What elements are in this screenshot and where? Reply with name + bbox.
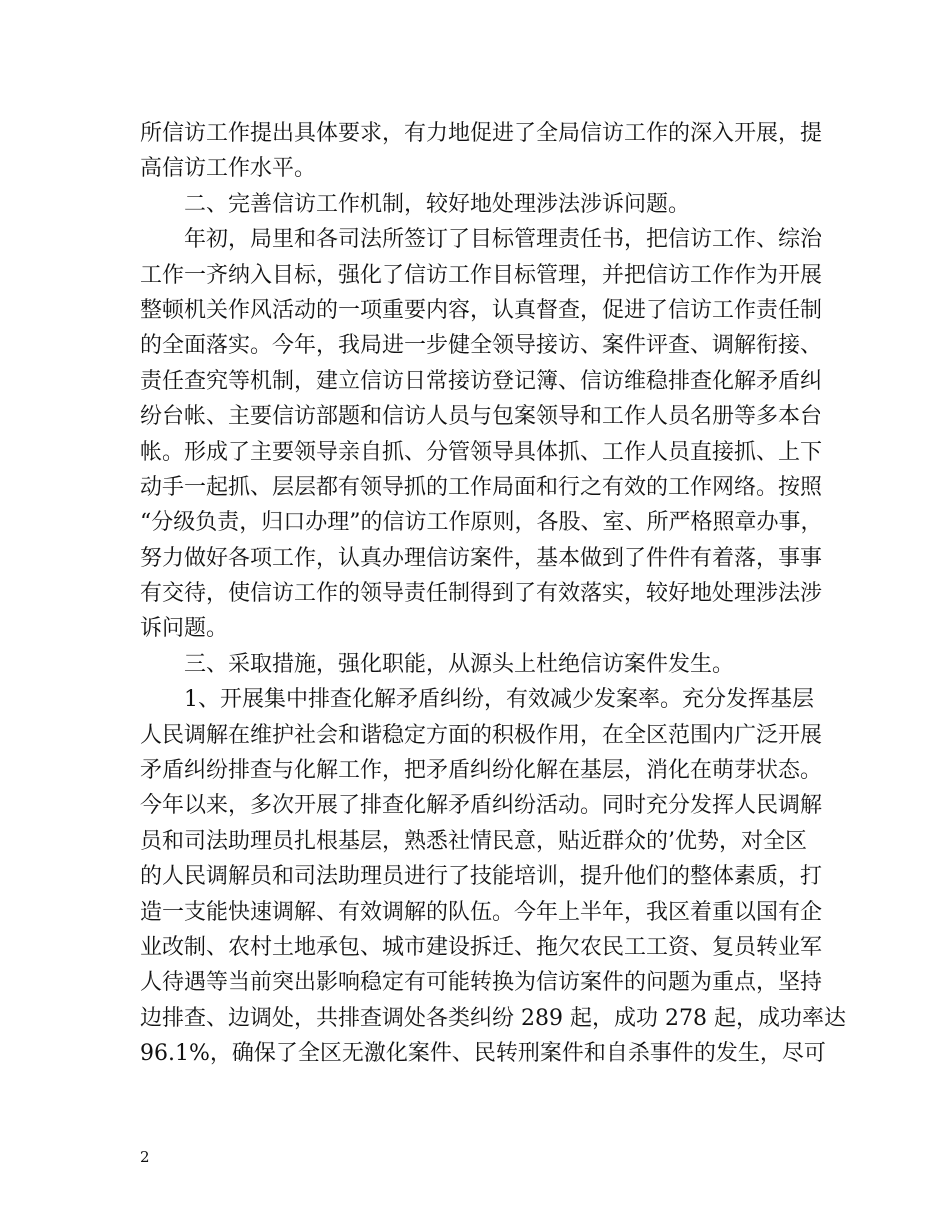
text-line: 矛盾纠纷排查与化解工作，把矛盾纠纷化解在基层，消化在萌芽状态。 [140,758,823,784]
text-line: 帐。形成了主要领导亲自抓、分管领导具体抓、工作人员直接抓、上下 [140,439,823,465]
text-line: 的人民调解员和司法助理员进行了技能培训，提升他们的整体素质，打 [140,864,823,890]
text-line: 动手一起抓、层层都有领导抓的工作局面和行之有效的工作网络。按照 [140,474,823,500]
text-line: 责任查究等机制，建立信访日常接访登记簿、信访维稳排查化解矛盾纠 [140,368,823,394]
text-line: 诉问题。 [140,616,229,642]
text-line: 工作一齐纳入目标，强化了信访工作目标管理，并把信访工作作为开展 [140,262,823,288]
text-line: 努力做好各项工作，认真办理信访案件，基本做到了件件有着落，事事 [140,545,823,571]
text-line: “分级负责，归口办理”的信访工作原则，各股、室、所严格照章办事， [140,510,823,536]
section-heading: 三、采取措施，强化职能，从源头上杜绝信访案件发生。 [184,651,735,677]
paragraph-start: 年初，局里和各司法所签订了目标管理责任书，把信访工作、综治 [184,227,823,253]
text-line: 边排查、边调处，共排查调处各类纠纷 289 起，成功 278 起，成功率达 [140,1005,846,1031]
text-line: 所信访工作提出具体要求，有力地促进了全局信访工作的深入开展，提 [140,121,823,146]
body-text [140,116,846,1072]
text-line: 整顿机关作风活动的一项重要内容，认真督查，促进了信访工作责任制 [140,297,823,323]
page-number: 2 [140,1148,150,1166]
text-line: 高信访工作水平。 [140,156,317,182]
text-line: 造一支能快速调解、有效调解的队伍。今年上半年，我区着重以国有企 [140,899,823,925]
text-line: 有交待，使信访工作的领导责任制得到了有效落实，较好地处理涉法涉 [140,581,823,607]
text-line: 员和司法助理员扎根基层，熟悉社情民意，贴近群众的’优势，对全区 [140,828,807,854]
paragraph-start: 1、开展集中排查化解矛盾纠纷，有效减少发案率。充分发挥基层 [184,687,814,713]
text-line: 纷台帐、主要信访部题和信访人员与包案领导和工作人员名册等多本台 [140,404,823,430]
section-heading: 二、完善信访工作机制，较好地处理涉法涉诉问题。 [184,191,691,217]
text-line: 人待遇等当前突出影响稳定有可能转换为信访案件的问题为重点，坚持 [140,970,823,996]
text-line: 96.1%，确保了全区无激化案件、民转刑案件和自杀事件的发生，尽可 [140,1041,826,1067]
text-line: 今年以来，多次开展了排查化解矛盾纠纷活动。同时充分发挥人民调解 [140,793,823,819]
text-line: 人民调解在维护社会和谐稳定方面的积极作用，在全区范围内广泛开展 [140,722,823,748]
text-line: 业改制、农村土地承包、城市建设拆迁、拖欠农民工工资、复员转业军 [140,934,823,960]
text-line: 的全面落实。今年，我局进一步健全领导接访、案件评查、调解衔接、 [140,333,823,359]
